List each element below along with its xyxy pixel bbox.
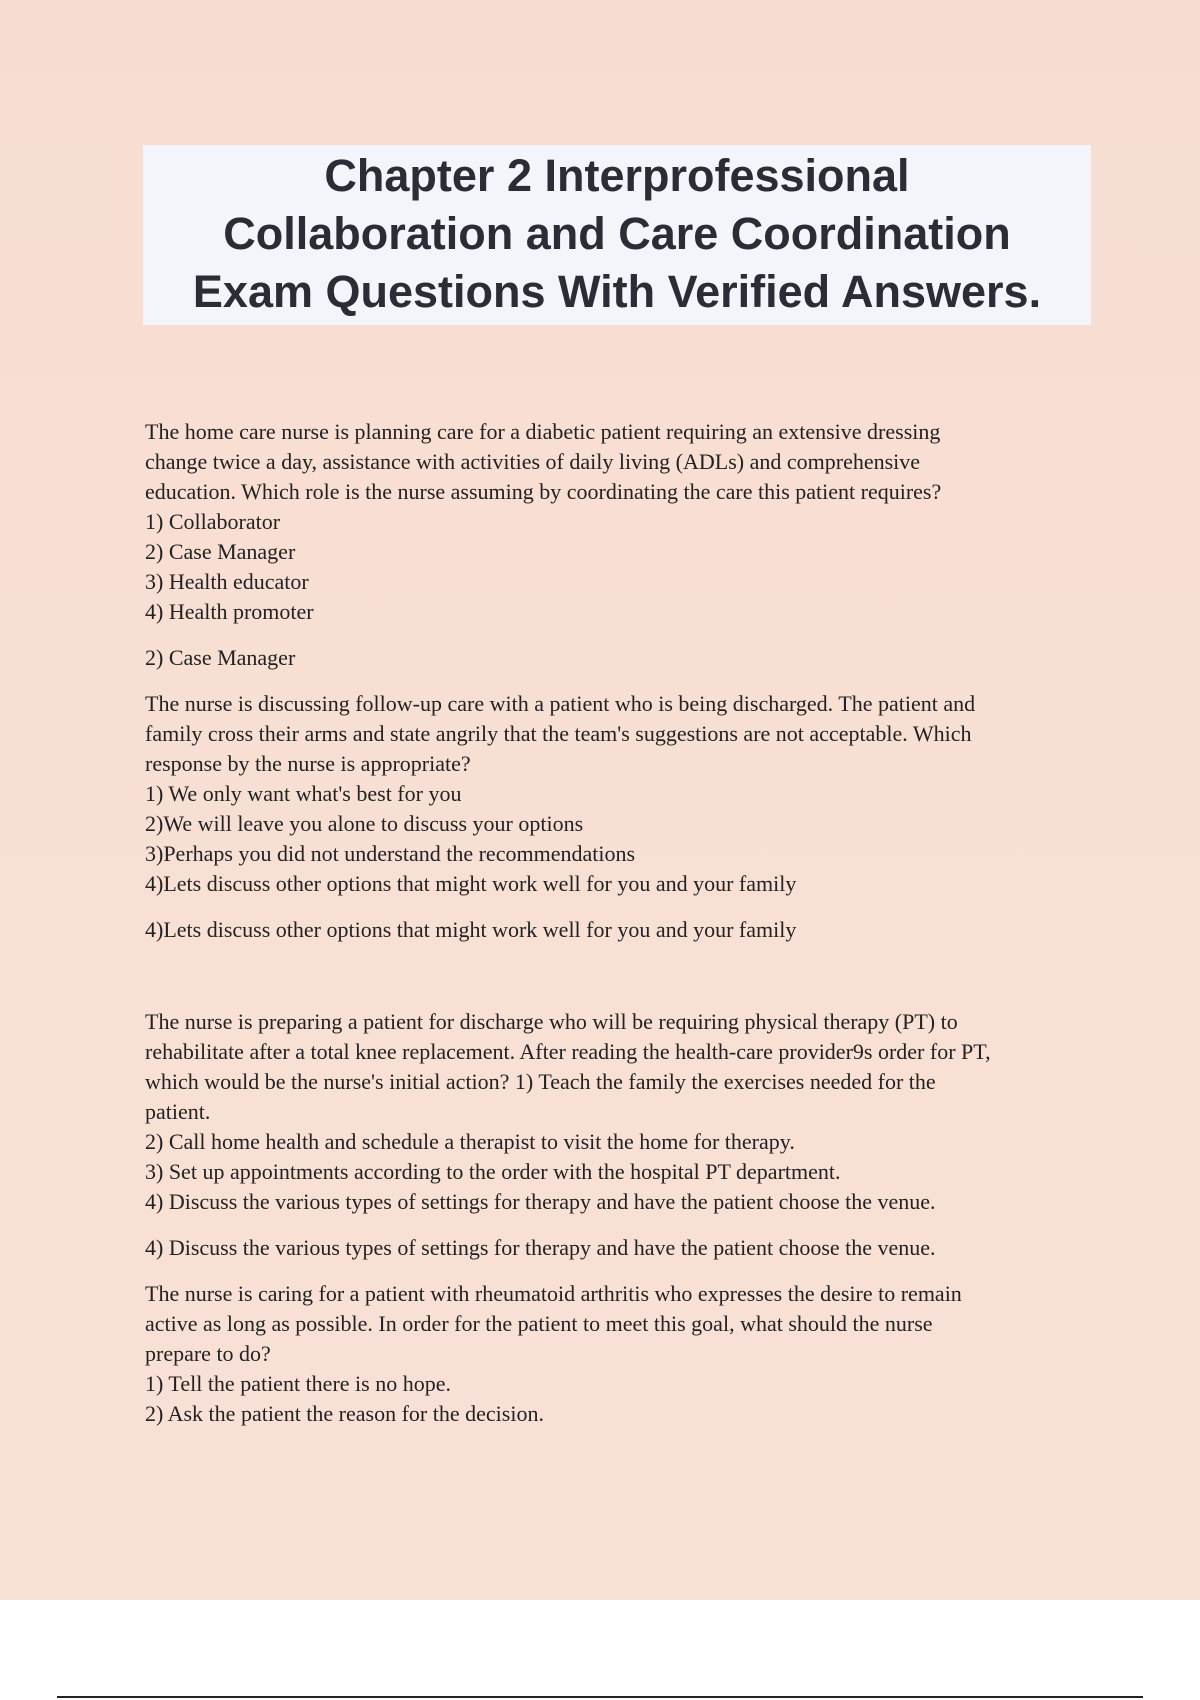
question-stem-line: education. Which role is the nurse assuming by coordinating the care this patient requires? <box>145 479 942 504</box>
answer-option: 2) Call home health and schedule a therapist to visit the home for therapy. <box>145 1129 795 1154</box>
answer-option: 1) Tell the patient there is no hope. <box>145 1371 451 1396</box>
title-banner <box>143 145 1091 325</box>
question-1 <box>145 417 1105 627</box>
verified-answer-2 <box>145 915 1105 945</box>
answer-option: 4)Lets discuss other options that might work well for you and your family <box>145 871 797 896</box>
question-list <box>145 417 1105 1429</box>
question-stem-line: The home care nurse is planning care for a diabetic patient requiring an extensive dressing <box>145 419 941 444</box>
answer-option: 1) Collaborator <box>145 509 281 534</box>
question-stem-line: The nurse is preparing a patient for discharge who will be requiring physical therapy (PT) to <box>145 1009 958 1034</box>
question-stem-line: The nurse is discussing follow-up care with a patient who is being discharged. The patient and <box>145 691 976 716</box>
question-stem-line: patient. <box>145 1099 211 1124</box>
verified-answer-text: 2) Case Manager <box>145 645 296 670</box>
answer-option: 4) Health promoter <box>145 599 314 624</box>
question-stem-line: rehabilitate after a total knee replacement. After reading the health-care provider9s order for PT, <box>145 1039 991 1064</box>
title-line-1: Chapter 2 Interprofessional <box>324 150 910 201</box>
verified-answer-3 <box>145 1233 1105 1263</box>
answer-option: 2)We will leave you alone to discuss your options <box>145 811 584 836</box>
answer-option: 1) We only want what's best for you <box>145 781 462 806</box>
answer-option: 3) Set up appointments according to the order with the hospital PT department. <box>145 1159 841 1184</box>
verified-answer-text: 4)Lets discuss other options that might work well for you and your family <box>145 917 797 942</box>
answer-option: 2) Ask the patient the reason for the decision. <box>145 1401 544 1426</box>
question-stem-line: active as long as possible. In order for the patient to meet this goal, what should the nurse <box>145 1311 933 1336</box>
question-stem-line: which would be the nurse's initial action? 1) Teach the family the exercises needed for the <box>145 1069 936 1094</box>
question-stem-line: prepare to do? <box>145 1341 271 1366</box>
answer-option: 3)Perhaps you did not understand the recommendations <box>145 841 636 866</box>
title-line-2: Collaboration and Care Coordination <box>223 208 1011 259</box>
question-3 <box>145 1007 1105 1217</box>
verified-answer-1 <box>145 643 1105 673</box>
question-stem-line: The nurse is caring for a patient with rheumatoid arthritis who expresses the desire to remain <box>145 1281 962 1306</box>
question-stem-line: family cross their arms and state angrily that the team's suggestions are not acceptable. Which <box>145 721 972 746</box>
title-line-3: Exam Questions With Verified Answers. <box>192 266 1042 317</box>
question-2 <box>145 689 1105 899</box>
verified-answer-text: 4) Discuss the various types of settings for therapy and have the patient choose the venue. <box>145 1235 936 1260</box>
answer-option: 2) Case Manager <box>145 539 296 564</box>
answer-option: 4) Discuss the various types of settings for therapy and have the patient choose the venue. <box>145 1189 936 1214</box>
question-stem-line: change twice a day, assistance with activities of daily living (ADLs) and comprehensive <box>145 449 921 474</box>
footer-divider <box>57 1696 1143 1698</box>
answer-option: 3) Health educator <box>145 569 309 594</box>
question-4 <box>145 1279 1105 1429</box>
question-stem-line: response by the nurse is appropriate? <box>145 751 471 776</box>
